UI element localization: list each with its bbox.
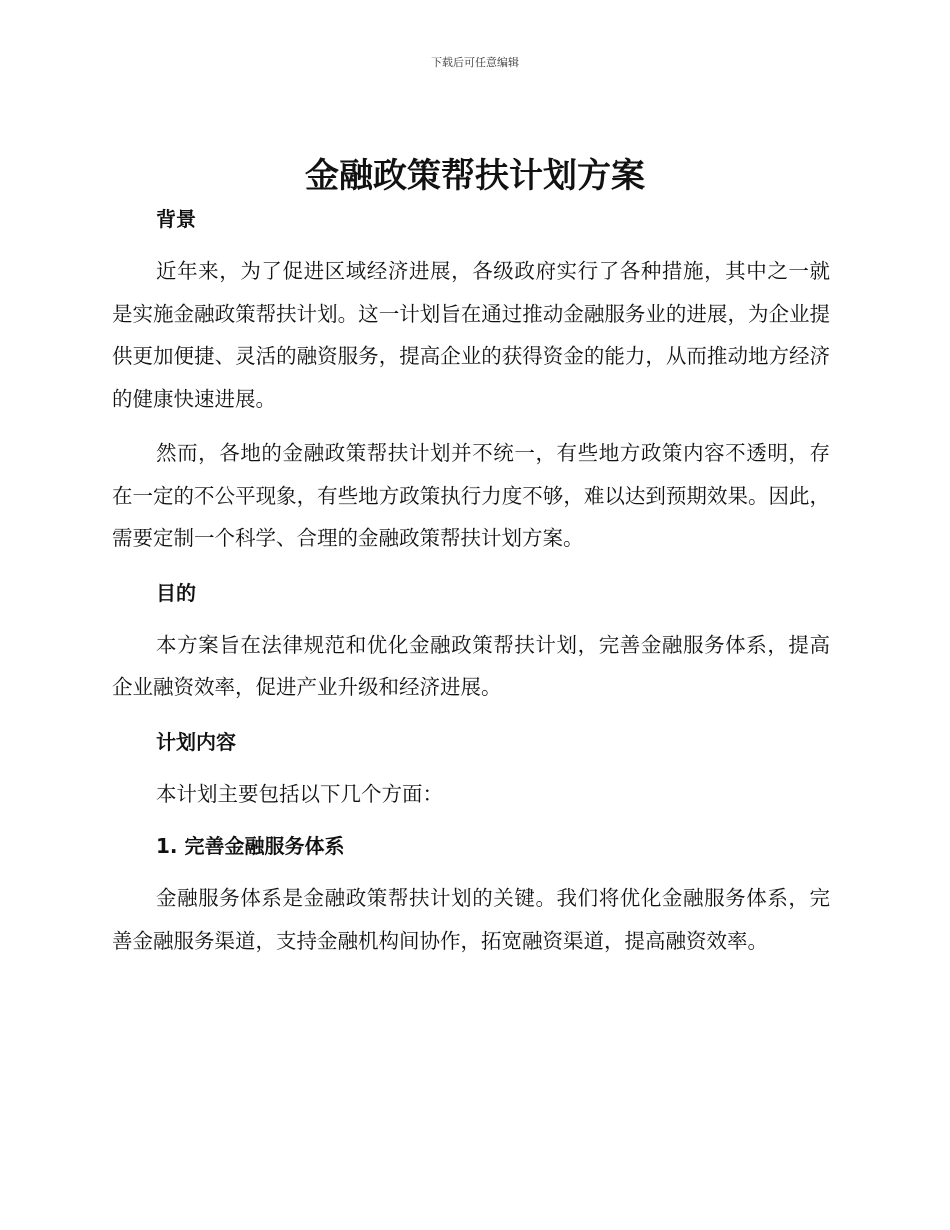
paragraph-plan-intro: 本计划主要包括以下几个方面：: [156, 781, 443, 806]
header-note: 下载后可任意编辑: [431, 56, 519, 69]
paragraph-background-2: 然而，各地的金融政策帮扶计划并不统一，有些地方政策内容不透明，存在一定的不公平现象，有些地方政策执行力度不够，难以达到预期效果。因此，需要定制一个科学、合理的金融政策帮扶计划方案。: [112, 441, 830, 550]
paragraph-item1-1: 金融服务体系是金融政策帮扶计划的关键。我们将优化金融服务体系，完善金融服务渠道，支持金融机构间协作，拓宽融资渠道，提高融资效率。: [112, 886, 830, 953]
section-heading-background: 背景: [156, 207, 196, 231]
paragraph-background-1: 近年来，为了促进区域经济进展，各级政府实行了各种措施，其中之一就是实施金融政策帮扶计划。这一计划旨在通过推动金融服务业的进展，为企业提供更加便捷、灵活的融资服务，提高企业的获得资金的能力，从而推动地方经济的健康快速进展。: [112, 259, 830, 411]
subsection-heading-1: 1. 完善金融服务体系: [156, 834, 345, 858]
document-body: [112, 198, 830, 962]
paragraph-purpose-1: 本方案旨在法律规范和优化金融政策帮扶计划，完善金融服务体系，提高企业融资效率，促进产业升级和经济进展。: [112, 632, 830, 699]
document-title: 金融政策帮扶计划方案: [305, 156, 645, 196]
section-heading-plan: 计划内容: [156, 729, 236, 754]
section-heading-purpose: 目的: [156, 580, 196, 605]
